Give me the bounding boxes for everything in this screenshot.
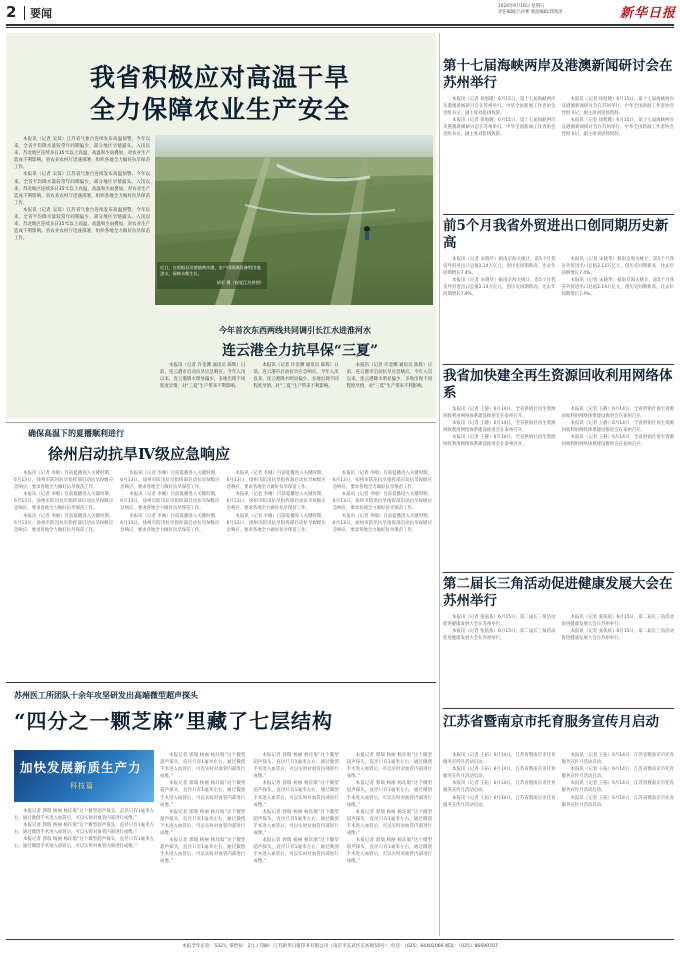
- column-divider: [439, 33, 440, 936]
- feature-banner-title: 加快发展新质生产力: [20, 760, 142, 775]
- right-story-4-body: 本报讯（记者 张依依）6月15日，第二届长三角活动促进健康发展大会在苏州举行。 本报讯（记者 张依依）6月15日，第二届长三角活动促进健康发展大会在苏州举行。 本报讯（记者 张依依）6月15日，第二届长三角活动促进健康发展大会在苏州举行。 本报讯（记者 张依依）6月15日，第二届长三角活动促进健康发展大会在苏州举行。: [443, 615, 674, 642]
- right-divider: [443, 214, 674, 215]
- feature-banner-subtitle: 科技篇: [70, 782, 94, 790]
- right-divider: [443, 708, 674, 709]
- photo-credit: 胡军 摄（视觉江苏供图）: [216, 279, 264, 285]
- lead-title-line2: 全力保障农业生产安全: [89, 95, 350, 124]
- lead-story-body: 本报讯（记者 吴琼）江苏省气象台连续发布高温预警。今年以来，全省平均降水量较常年同期偏少，部分地区旱情露头。入汛以来，苏北地区连续多日35℃以上高温，高温和少雨叠加，对农业生产造成不利影响。省农业农村厅迅速部署，组织各地全力做好抗旱保苗工作。 本报讯（记者 吴琼）江苏省气象台连续发布高温预警。今年以来，全省平均降水量较常年同期偏少，部分地区旱情露头。入汛以来，苏北地区连续多日35℃以上高温，高温和少雨叠加，对农业生产造成不利影响。省农业农村厅迅速部署，组织各地全力做好抗旱保苗工作。 本报讯（记者 吴琼）江苏省气象台连续发布高温预警。今年以来，全省平均降水量较常年同期偏少，部分地区旱情露头。入汛以来，苏北地区连续多日35℃以上高温，高温和少雨叠加，对农业生产造成不利影响。省农业农村厅迅速部署，组织各地全力做好抗旱保苗工作。: [14, 137, 150, 242]
- right-story-1-title: 第十七届海峡两岸及港澳新闻研讨会在苏州举行: [443, 58, 673, 91]
- lianyungang-kicker: 今年首次东西两线共同调引长江水进淮河水: [219, 325, 371, 335]
- lianyungang-body: 本报讯（记者 许金渊 通讯员 陈辉）日前，连云港市启动抗旱应急响应。今年入汛以来，连云港降水明显偏少，多地出现不同程度旱情，对“三夏”生产带来不利影响。 本报讯（记者 许金渊 通讯员 陈辉）日前，连云港市启动抗旱应急响应。今年入汛以来，连云港降水明显偏少，多地出现不同程度旱情，对“三夏”生产带来不利影响。 本报讯（记者 许金渊 通讯员 陈辉）日前，连云港市启动抗旱应急响应。今年入汛以来，连云港降水明显偏少，多地出现不同程度旱情，对“三夏”生产带来不利影响。: [160, 363, 432, 390]
- right-divider: [443, 572, 674, 573]
- date-info: 2024年6月16日 星期日: [498, 4, 545, 9]
- xuzhou-kicker: 确保高温下的夏播顺利进行: [28, 428, 124, 438]
- footer-info: 本报全年定价：532元 零售价：2元 / 印刷：江苏新华日报印务有限公司（南京市玄武区东坊街55号） 电话：（025）84402066 邮发：（025）86690707: [182, 944, 498, 949]
- photo-caption-text: 近日，在射阳县洋港镇黄沙港，农户用喷淋设备给田地浇水，保障水稻生长。: [160, 265, 261, 277]
- section-divider: [6, 422, 436, 423]
- right-story-5-body: 本报讯（记者 王拓）6月14日，江苏省暨南京市托育服务宣传月活动启动。 本报讯（记者 王拓）6月14日，江苏省暨南京市托育服务宣传月活动启动。 本报讯（记者 王拓）6月14日，江苏省暨南京市托育服务宣传月活动启动。 本报讯（记者 王拓）6月14日，江苏省暨南京市托育服务宣传月活动启动。 本报讯（记者 王拓）6月14日，江苏省暨南京市托育服务宣传月活动启动。 本报讯（记者 王拓）6月14日，江苏省暨南京市托育服务宣传月活动启动。 本报讯（记者 王拓）6月14日，江苏省暨南京市托育服务宣传月活动启动。 本报讯（记者 王拓）6月14日，江苏省暨南京市托育服务宣传月活动启动。: [443, 753, 674, 808]
- xuzhou-title: 徐州启动抗旱Ⅳ级应急响应: [48, 445, 231, 463]
- header-rule-thin: [6, 27, 674, 28]
- medical-title: “四分之一颗芝麻”里藏了七层结构: [14, 709, 334, 733]
- right-story-3-body: 本报讯（记者 王静）6月14日，全省供销社再生资源回收利用网络体系建设推进会在泰州召开。 本报讯（记者 王静）6月14日，全省供销社再生资源回收利用网络体系建设推进会在泰州召开。 本报讯（记者 王静）6月14日，全省供销社再生资源回收利用网络体系建设推进会在泰州召开。 本报讯（记者 王静）6月14日，全省供销社再生资源回收利用网络体系建设推进会在泰州召开。 本报讯（记者 王静）6月14日，全省供销社再生资源回收利用网络体系建设推进会在泰州召开。 本报讯（记者 王静）6月14日，全省供销社再生资源回收利用网络体系建设推进会在泰州召开。: [443, 407, 674, 448]
- section-divider: [6, 682, 436, 683]
- photo-caption: [157, 262, 267, 289]
- medical-body-col1: 本报记者 郭瑞 杨丽 杨珏琚“这个微型超声探头，直径只有1毫米左右，通过微创手术进入血管后，可以实时对血管内部进行成像。” 本报记者 郭瑞 杨丽 杨珏琚“这个微型超声探头，直径只有1毫米左右，通过微创手术进入血管后，可以实时对血管内部进行成像。” 本报记者 郭瑞 杨丽 杨珏琚“这个微型超声探头，直径只有1毫米左右，通过微创手术进入血管后，可以实时对血管内部进行成像。”: [14, 809, 154, 850]
- right-story-2-title: 前5个月我省外贸进出口创同期历史新高: [443, 218, 669, 251]
- medical-body-main: 本报记者 郭瑞 杨丽 杨珏琚“这个微型超声探头，直径只有1毫米左右，通过微创手术进入血管后，可以实时对血管内部进行成像。” 本报记者 郭瑞 杨丽 杨珏琚“这个微型超声探头，直径只有1毫米左右，通过微创手术进入血管后，可以实时对血管内部进行成像。” 本报记者 郭瑞 杨丽 杨珏琚“这个微型超声探头，直径只有1毫米左右，通过微创手术进入血管后，可以实时对血管内部进行成像。” 本报记者 郭瑞 杨丽 杨珏琚“这个微型超声探头，直径只有1毫米左右，通过微创手术进入血管后，可以实时对血管内部进行成像。” 本报记者 郭瑞 杨丽 杨珏琚“这个微型超声探头，直径只有1毫米左右，通过微创手术进入血管后，可以实时对血管内部进行成像。” 本报记者 郭瑞 杨丽 杨珏琚“这个微型超声探头，直径只有1毫米左右，通过微创手术进入血管后，可以实时对血管内部进行成像。” 本报记者 郭瑞 杨丽 杨珏琚“这个微型超声探头，直径只有1毫米左右，通过微创手术进入血管后，可以实时对血管内部进行成像。” 本报记者 郭瑞 杨丽 杨珏琚“这个微型超声探头，直径只有1毫米左右，通过微创手术进入血管后，可以实时对血管内部进行成像。” 本报记者 郭瑞 杨丽 杨珏琚“这个微型超声探头，直径只有1毫米左右，通过微创手术进入血管后，可以实时对血管内部进行成像。” 本报记者 郭瑞 杨丽 杨珏琚“这个微型超声探头，直径只有1毫米左右，通过微创手术进入血管后，可以实时对血管内部进行成像。” 本报记者 郭瑞 杨丽 杨珏琚“这个微型超声探头，直径只有1毫米左右，通过微创手术进入血管后，可以实时对血管内部进行成像。” 本报记者 郭瑞 杨丽 杨珏琚“这个微型超声探头，直径只有1毫米左右，通过微创手术进入血管后，可以实时对血管内部进行成像。”: [160, 753, 432, 865]
- right-story-2-body: 本报讯（记者 宋晓华）据南京海关统计，前5个月我省外贸进出口总值2.14万亿元，创历史同期新高，比去年同期增长7.4%。 本报讯（记者 宋晓华）据南京海关统计，前5个月我省外贸进出口总值2.14万亿元，创历史同期新高，比去年同期增长7.4%。 本报讯（记者 宋晓华）据南京海关统计，前5个月我省外贸进出口总值2.14万亿元，创历史同期新高，比去年同期增长7.4%。 本报讯（记者 宋晓华）据南京海关统计，前5个月我省外贸进出口总值2.14万亿元，创历史同期新高，比去年同期增长7.4%。: [443, 257, 674, 298]
- lead-title-line1: 我省积极应对高温干旱: [89, 63, 350, 92]
- page-number: 2: [6, 3, 17, 21]
- section-name: 要闻: [30, 7, 52, 20]
- right-divider: [443, 364, 674, 365]
- header-divider: [24, 6, 25, 20]
- editors-info: 责任编辑/吕祥彬 版面编辑/郑纯清: [498, 10, 563, 15]
- right-story-5-title: 江苏省暨南京市托育服务宣传月启动: [443, 714, 659, 730]
- right-story-3-title: 我省加快建全再生资源回收利用网络体系: [443, 368, 673, 401]
- footer-rule: [6, 939, 674, 940]
- medical-kicker: 苏州医工所团队十余年攻坚研发出高端微型超声探头: [14, 690, 198, 700]
- lianyungang-title: 连云港全力抗旱保“三夏”: [221, 343, 379, 359]
- newspaper-logo: 新华日报: [620, 6, 677, 21]
- header-rule: [6, 24, 674, 26]
- xuzhou-body: 本报讯（记者 李刚）目前夏播进入关键时期，6月13日，徐州市防汛抗旱指挥部启动抗旱Ⅳ级应急响应，要求各地全力做好抗旱保苗工作。 本报讯（记者 李刚）目前夏播进入关键时期，6月13日，徐州市防汛抗旱指挥部启动抗旱Ⅳ级应急响应，要求各地全力做好抗旱保苗工作。 本报讯（记者 李刚）目前夏播进入关键时期，6月13日，徐州市防汛抗旱指挥部启动抗旱Ⅳ级应急响应，要求各地全力做好抗旱保苗工作。 本报讯（记者 李刚）目前夏播进入关键时期，6月13日，徐州市防汛抗旱指挥部启动抗旱Ⅳ级应急响应，要求各地全力做好抗旱保苗工作。 本报讯（记者 李刚）目前夏播进入关键时期，6月13日，徐州市防汛抗旱指挥部启动抗旱Ⅳ级应急响应，要求各地全力做好抗旱保苗工作。 本报讯（记者 李刚）目前夏播进入关键时期，6月13日，徐州市防汛抗旱指挥部启动抗旱Ⅳ级应急响应，要求各地全力做好抗旱保苗工作。 本报讯（记者 李刚）目前夏播进入关键时期，6月13日，徐州市防汛抗旱指挥部启动抗旱Ⅳ级应急响应，要求各地全力做好抗旱保苗工作。 本报讯（记者 李刚）目前夏播进入关键时期，6月13日，徐州市防汛抗旱指挥部启动抗旱Ⅳ级应急响应，要求各地全力做好抗旱保苗工作。 本报讯（记者 李刚）目前夏播进入关键时期，6月13日，徐州市防汛抗旱指挥部启动抗旱Ⅳ级应急响应，要求各地全力做好抗旱保苗工作。 本报讯（记者 李刚）目前夏播进入关键时期，6月13日，徐州市防汛抗旱指挥部启动抗旱Ⅳ级应急响应，要求各地全力做好抗旱保苗工作。 本报讯（记者 李刚）目前夏播进入关键时期，6月13日，徐州市防汛抗旱指挥部启动抗旱Ⅳ级应急响应，要求各地全力做好抗旱保苗工作。 本报讯（记者 李刚）目前夏播进入关键时期，6月13日，徐州市防汛抗旱指挥部启动抗旱Ⅳ级应急响应，要求各地全力做好抗旱保苗工作。: [14, 471, 432, 533]
- header-info: [498, 4, 616, 16]
- right-story-1-body: 本报讯（记者 徐旭隆）6月15日，第十七届海峡两岸及港澳新闻研讨会在苏州举行。中华全国新闻工作者协会党组书记、副主席刘思扬致辞。 本报讯（记者 徐旭隆）6月15日，第十七届海峡两岸及港澳新闻研讨会在苏州举行。中华全国新闻工作者协会党组书记、副主席刘思扬致辞。 本报讯（记者 徐旭隆）6月15日，第十七届海峡两岸及港澳新闻研讨会在苏州举行。中华全国新闻工作者协会党组书记、副主席刘思扬致辞。 本报讯（记者 徐旭隆）6月15日，第十七届海峡两岸及港澳新闻研讨会在苏州举行。中华全国新闻工作者协会党组书记、副主席刘思扬致辞。: [443, 97, 674, 138]
- right-story-4-title: 第二届长三角活动促进健康发展大会在苏州举行: [443, 576, 673, 609]
